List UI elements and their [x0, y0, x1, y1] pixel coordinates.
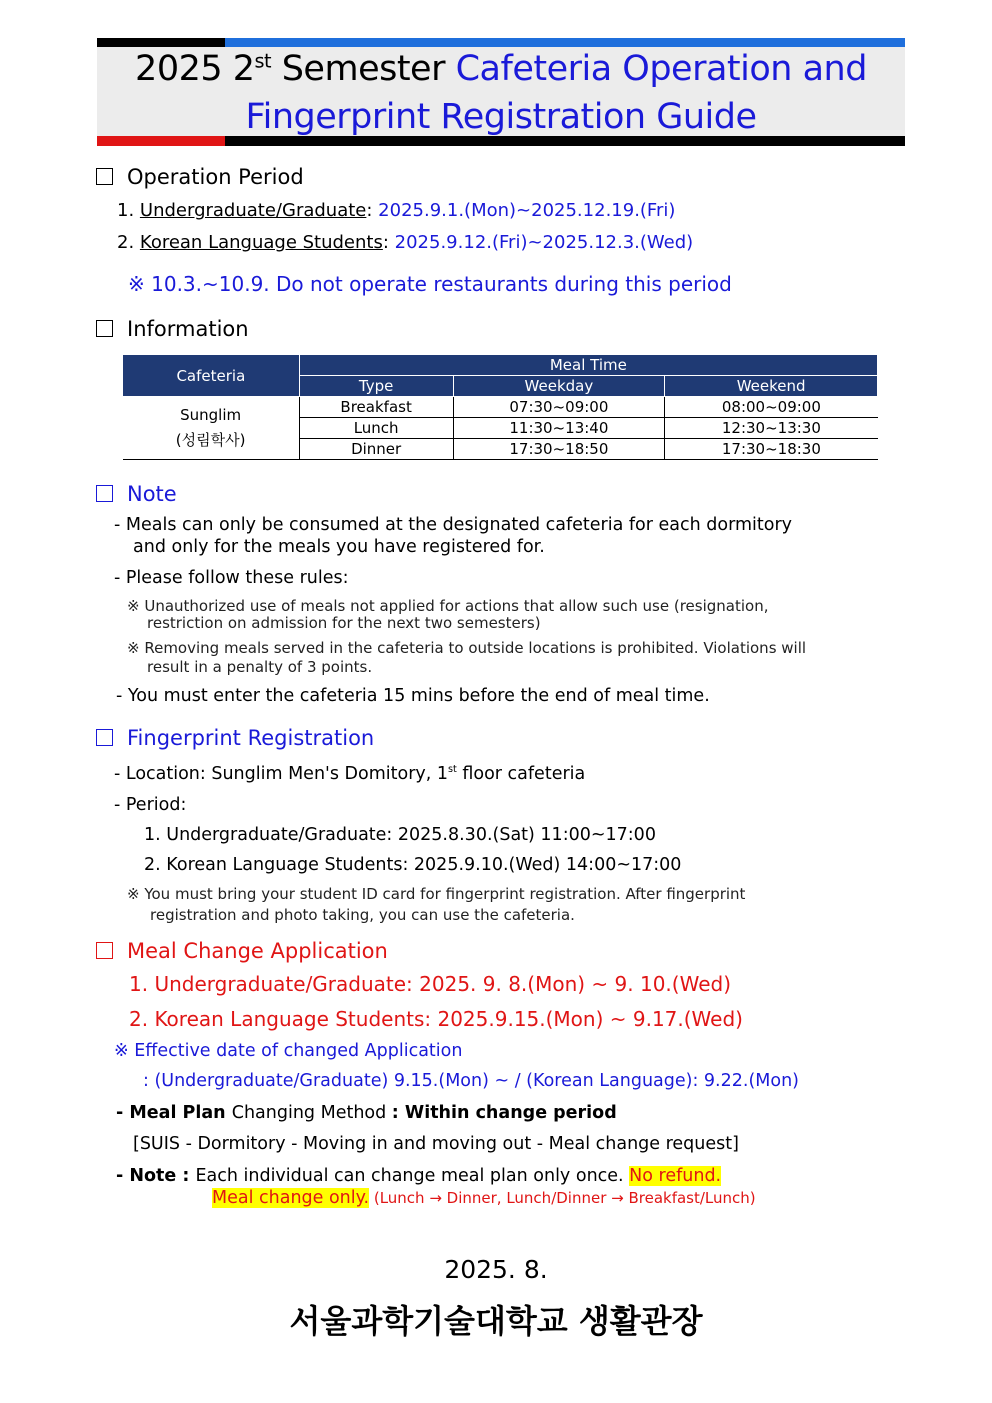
note-sub-1-line1: ※ Unauthorized use of meals not applied for actions that allow such use (resignation, [127, 597, 769, 615]
meal-change-note-line1: - Note : Each individual can change meal plan only once. No refund. [116, 1166, 722, 1186]
table-cell-weekend: 12:30~13:30 [665, 418, 878, 439]
operation-period-notice: ※ 10.3.~10.9. Do not operate restaurants during this period [128, 272, 732, 296]
checkbox-icon [96, 485, 113, 502]
checkbox-icon [96, 168, 113, 185]
section-heading-meal-change: Meal Change Application [96, 938, 388, 964]
note-sub-1-line2: restriction on admission for the next two semesters) [147, 614, 541, 632]
note-sub-2-line1: ※ Removing meals served in the cafeteria to outside locations is prohibited. Violations will [127, 639, 807, 657]
table-cell-type: Breakfast [299, 397, 453, 418]
table-cell-type: Dinner [299, 439, 453, 460]
table-cell-weekday: 07:30~09:00 [453, 397, 665, 418]
operation-period-item-1: 1. Undergraduate/Graduate: 2025.9.1.(Mon)~2025.12.19.(Fri) [117, 200, 676, 221]
table-header-type: Type [299, 376, 453, 397]
meal-change-effective-value: : (Undergraduate/Graduate) 9.15.(Mon) ~ / (Korean Language): 9.22.(Mon) [143, 1071, 799, 1091]
table-cell-weekend: 08:00~09:00 [665, 397, 878, 418]
table-header-cafeteria: Cafeteria [123, 355, 300, 397]
footer-date: 2025. 8. [444, 1255, 548, 1284]
meal-change-item-2: 2. Korean Language Students: 2025.9.15.(Mon) ~ 9.17.(Wed) [129, 1007, 743, 1031]
footer-issuer: 서울과학기술대학교 생활관장 [289, 1302, 703, 1340]
operation-period-item-2: 2. Korean Language Students: 2025.9.12.(Fri)~2025.12.3.(Wed) [117, 232, 694, 253]
fingerprint-period-2: 2. Korean Language Students: 2025.9.10.(Wed) 14:00~17:00 [144, 855, 682, 875]
note-item-3: - You must enter the cafeteria 15 mins before the end of meal time. [116, 686, 710, 706]
section-heading-information: Information [96, 316, 249, 342]
table-header-weekday: Weekday [453, 376, 665, 397]
table-cell-cafeteria: Sunglim (성림학사) [123, 397, 300, 460]
meal-change-note-line2: Meal change only. (Lunch → Dinner, Lunch/Dinner → Breakfast/Lunch) [212, 1188, 756, 1208]
fingerprint-period-label: - Period: [114, 795, 187, 815]
table-cell-type: Lunch [299, 418, 453, 439]
meal-change-method-path: [SUIS - Dormitory - Moving in and moving out - Meal change request] [133, 1134, 739, 1154]
fingerprint-note-line2: registration and photo taking, you can use the cafeteria. [150, 906, 575, 924]
checkbox-icon [96, 729, 113, 746]
page-title-line1: 2025 2st Semester Cafeteria Operation and [135, 49, 867, 89]
table-header-meal-time: Meal Time [299, 355, 877, 376]
fingerprint-note-line1: ※ You must bring your student ID card for fingerprint registration. After fingerprint [127, 885, 746, 903]
table-cell-weekday: 17:30~18:50 [453, 439, 665, 460]
meal-change-method: - Meal Plan Changing Method : Within change period [116, 1103, 617, 1123]
table-cell-weekend: 17:30~18:30 [665, 439, 878, 460]
meal-change-effective-label: ※ Effective date of changed Application [114, 1041, 463, 1061]
checkbox-icon [96, 320, 113, 337]
checkbox-icon [96, 942, 113, 959]
meal-change-item-1: 1. Undergraduate/Graduate: 2025. 9. 8.(Mon) ~ 9. 10.(Wed) [129, 972, 731, 996]
note-item-1-line2: and only for the meals you have registered for. [133, 537, 545, 557]
note-sub-2-line2: result in a penalty of 3 points. [147, 658, 373, 676]
note-item-2: - Please follow these rules: [114, 568, 349, 588]
table-row [123, 397, 878, 418]
page-title-line2: Fingerprint Registration Guide [245, 97, 757, 137]
table-header-weekend: Weekend [665, 376, 878, 397]
meal-time-table [122, 354, 878, 460]
section-heading-note: Note [96, 481, 177, 507]
table-cell-weekday: 11:30~13:40 [453, 418, 665, 439]
section-heading-operation-period: Operation Period [96, 164, 304, 190]
fingerprint-location: - Location: Sunglim Men's Domitory, 1st floor cafeteria [114, 764, 586, 784]
fingerprint-period-1: 1. Undergraduate/Graduate: 2025.8.30.(Sat) 11:00~17:00 [144, 825, 656, 845]
note-item-1-line1: - Meals can only be consumed at the designated cafeteria for each dormitory [114, 515, 793, 535]
section-heading-fingerprint: Fingerprint Registration [96, 725, 374, 751]
